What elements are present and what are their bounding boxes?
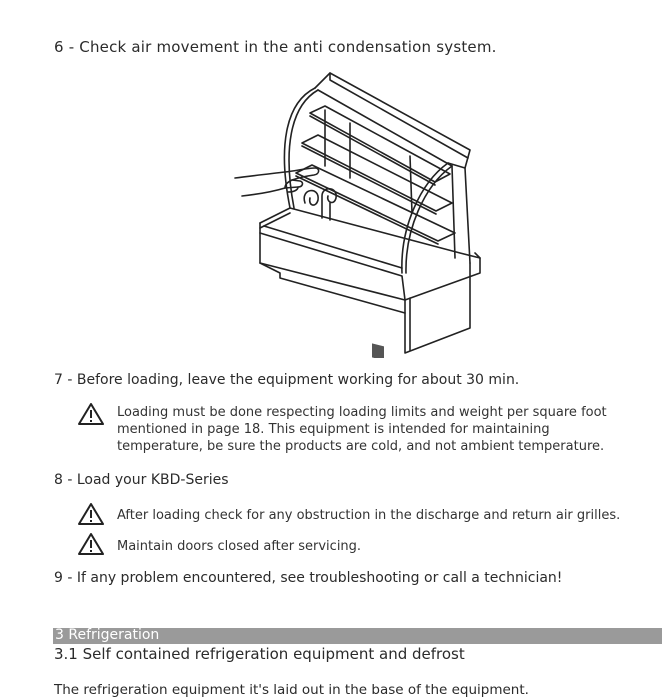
front-ledge <box>260 208 480 258</box>
subsection-title: 3.1 Self contained refrigeration equipment and defrost <box>54 645 465 663</box>
shelves <box>296 106 455 244</box>
step-8-warning-1: After loading check for any obstruction in the discharge and return air grilles. <box>117 508 621 523</box>
step-7-warning-line-2: mentioned in page 18. This equipment is intended for maintaining <box>117 422 550 437</box>
display-case-illustration <box>230 68 490 358</box>
warning-triangle-icon <box>78 402 104 426</box>
top-canopy <box>315 73 470 168</box>
warning-triangle-icon <box>78 532 104 556</box>
section-paragraph: The refrigeration equipment it's laid out in the base of the equipment. <box>54 682 529 698</box>
step-8-warning-2: Maintain doors closed after servicing. <box>117 539 362 554</box>
step-7-warning-line-3: temperature, be sure the products are cold, and not ambient temperature. <box>117 439 605 454</box>
section-title: 3 Refrigeration <box>55 627 160 643</box>
step-9-text: 9 - If any problem encountered, see troubleshooting or call a technician! <box>54 570 563 586</box>
step-6-text: 6 - Check air movement in the anti condensation system. <box>54 38 497 56</box>
warning-triangle-icon <box>78 502 104 526</box>
step-7-warning <box>117 404 607 455</box>
scroll-decor <box>304 191 318 206</box>
step-8-text: 8 - Load your KBD-Series <box>54 472 229 488</box>
section-header-bar <box>53 628 662 644</box>
step-7-warning-line-1: Loading must be done respecting loading limits and weight per square foot <box>117 405 607 420</box>
step-7-text: 7 - Before loading, leave the equipment working for about 30 min. <box>54 372 520 388</box>
